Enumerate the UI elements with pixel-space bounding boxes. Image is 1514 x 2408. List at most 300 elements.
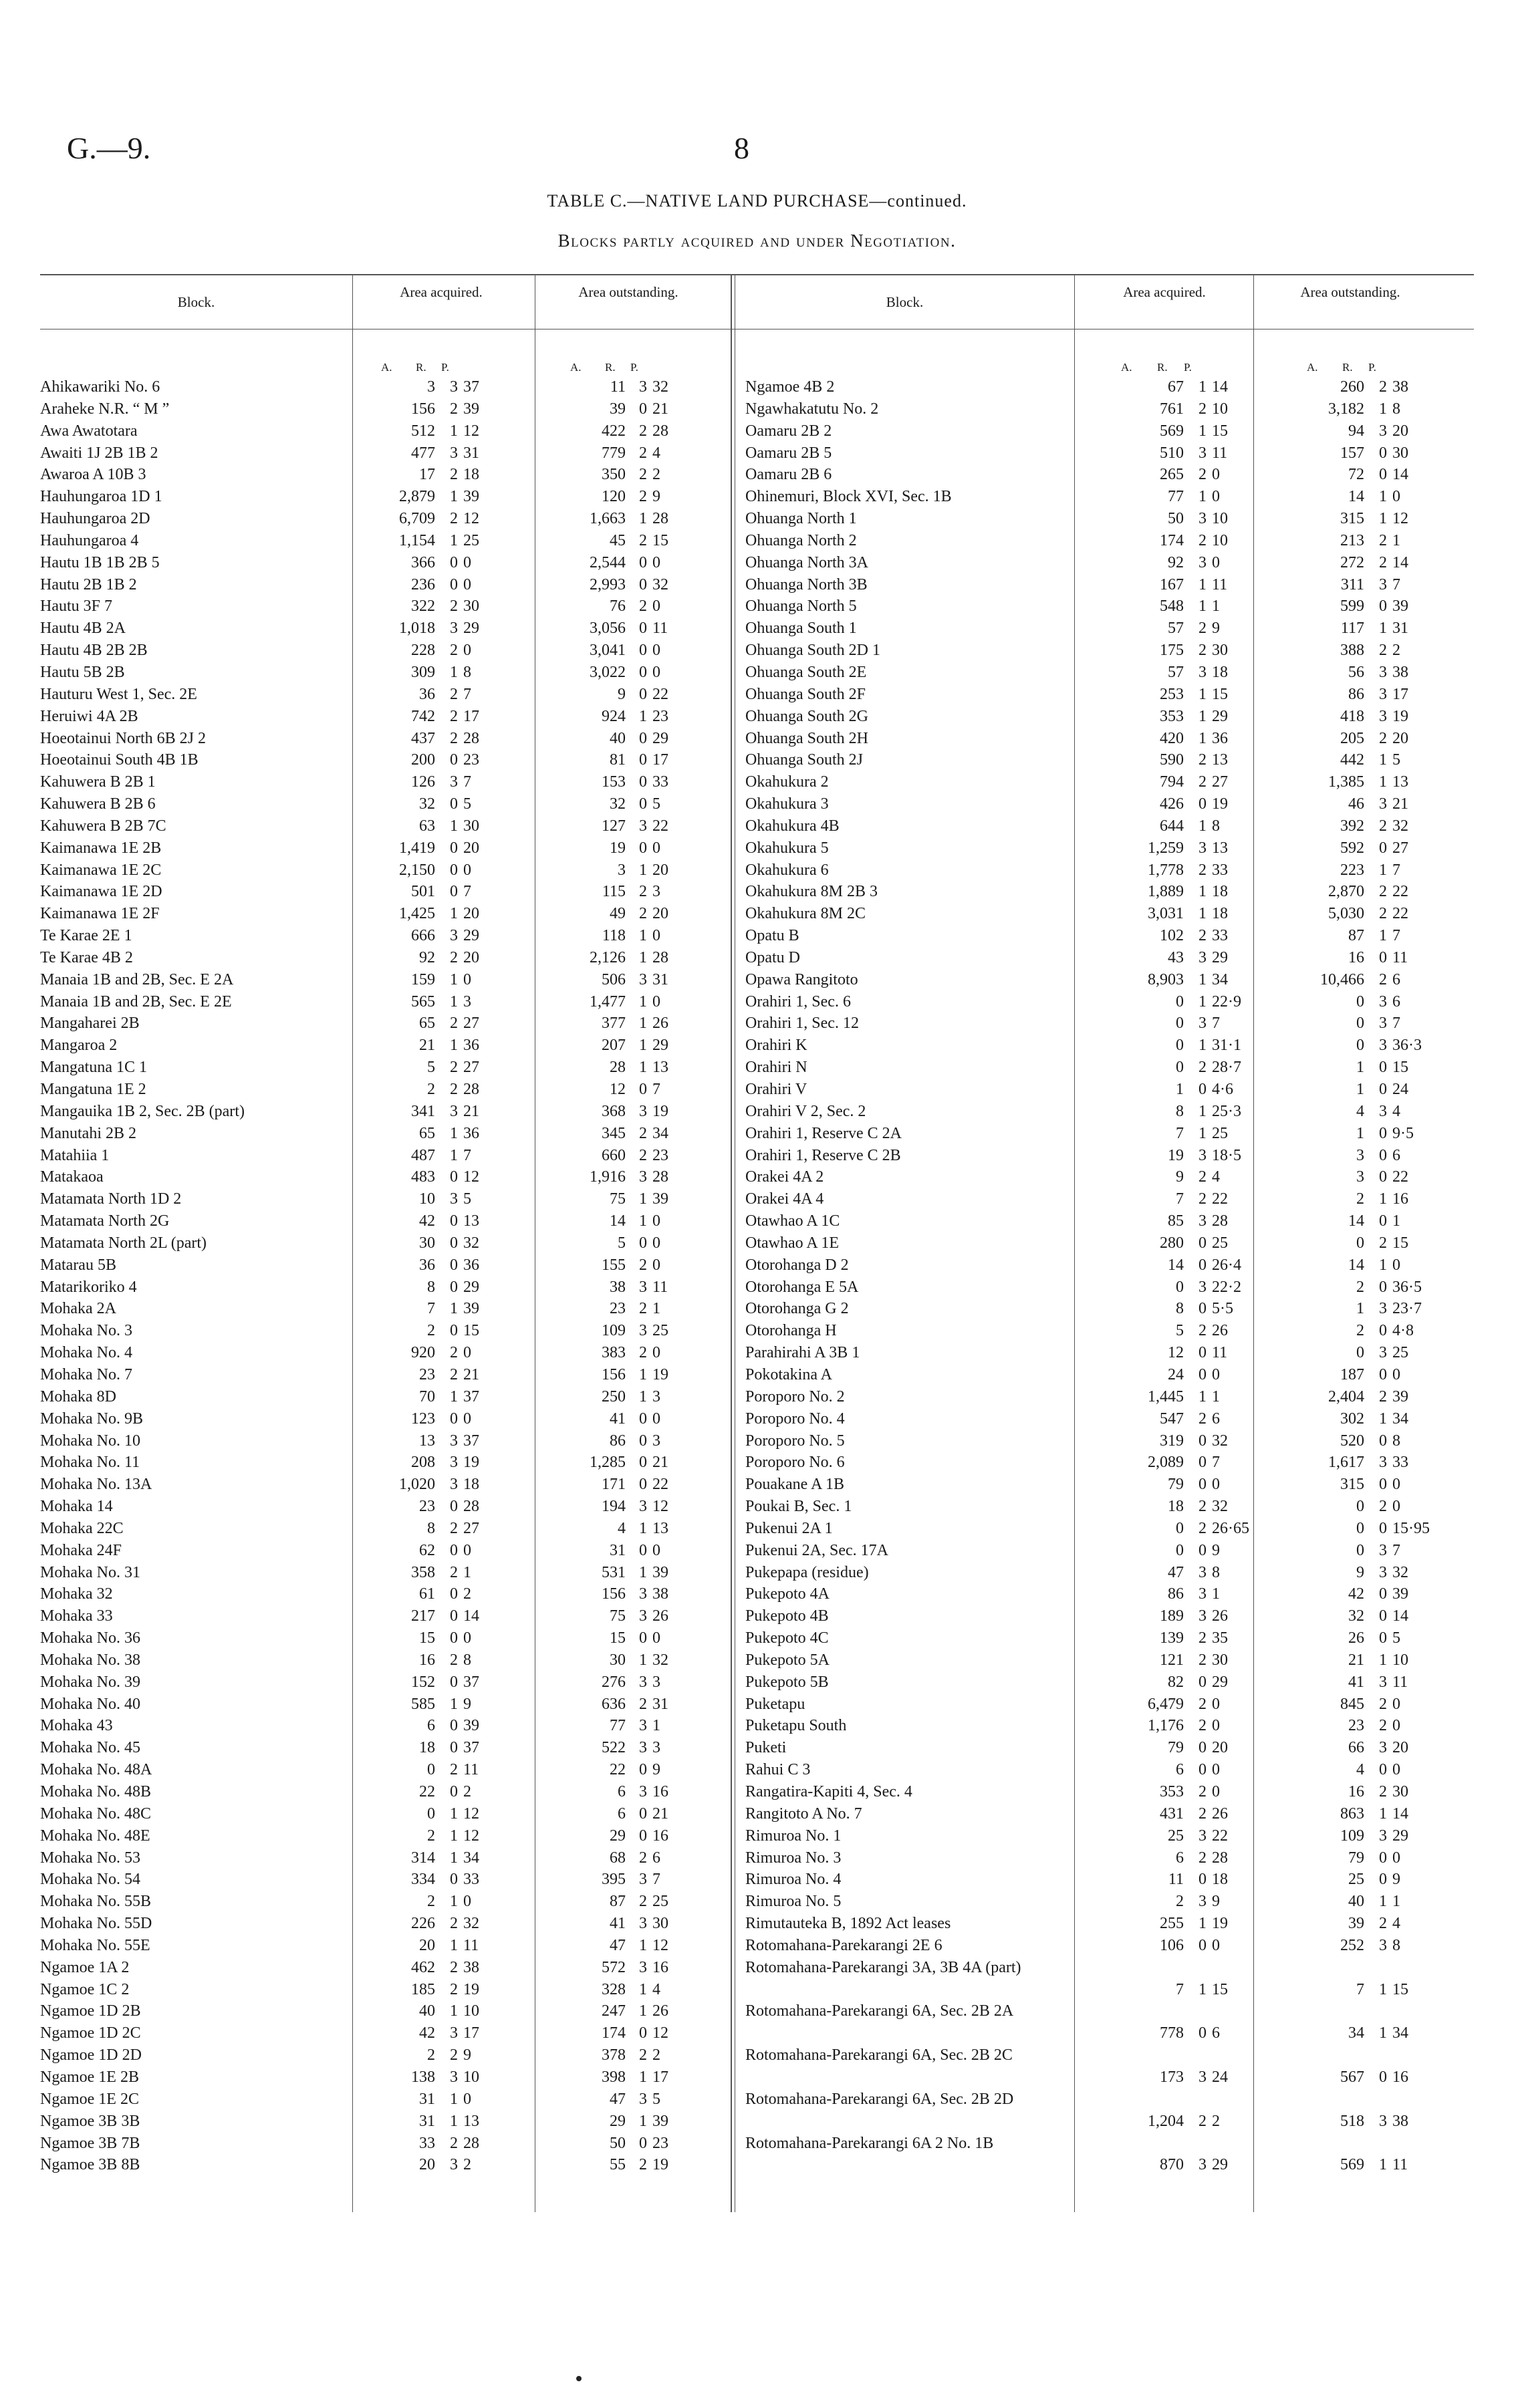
table-row — [745, 1013, 1481, 1035]
block-name: Hauhungaroa 4 — [40, 531, 139, 549]
block-name: Ohuanga South 2D 1 — [745, 642, 880, 660]
outstanding-roods: 0 — [1379, 1871, 1387, 1889]
outstanding-roods: 2 — [1379, 378, 1387, 396]
acquired-acres: 67 — [1168, 378, 1184, 396]
block-name: Oamaru 2B 6 — [745, 466, 832, 484]
outstanding-roods: 2 — [1379, 905, 1387, 923]
outstanding-acres: 156 — [602, 1585, 626, 1603]
acquired-perches: 35 — [1212, 1629, 1228, 1647]
acquired-roods: 3 — [450, 2068, 458, 2086]
outstanding-acres: 109 — [1340, 1827, 1364, 1845]
outstanding-acres: 76 — [610, 597, 626, 616]
outstanding-acres: 863 — [1340, 1804, 1364, 1823]
acquired-roods: 0 — [1198, 1344, 1207, 1362]
table-row — [40, 1101, 729, 1123]
block-name: Orahiri V — [745, 1081, 807, 1098]
block-name: Ngamoe 1D 2C — [40, 2024, 141, 2042]
block-name: Mohaka 32 — [40, 1585, 113, 1603]
acquired-perches: 3 — [463, 992, 471, 1011]
acquired-roods: 0 — [1198, 1936, 1207, 1954]
acquired-acres: 742 — [411, 707, 435, 725]
acquired-perches: 0 — [1212, 1936, 1220, 1954]
outstanding-acres: 39 — [610, 400, 626, 418]
outstanding-acres: 153 — [602, 773, 626, 791]
outstanding-acres: 599 — [1340, 597, 1364, 616]
outstanding-perches: 21 — [1392, 795, 1408, 813]
acquired-acres: 31 — [419, 2090, 435, 2108]
block-name: Ngamoe 1C 2 — [40, 1980, 130, 1998]
outstanding-acres: 10,466 — [1320, 970, 1364, 988]
outstanding-roods: 0 — [639, 839, 647, 857]
outstanding-perches: 5 — [1392, 751, 1400, 769]
outstanding-perches: 3 — [652, 1387, 660, 1406]
acquired-perches: 17 — [463, 2024, 479, 2042]
acquired-perches: 14 — [1212, 378, 1228, 396]
outstanding-roods: 0 — [639, 729, 647, 747]
acquired-roods: 2 — [450, 1081, 458, 1098]
outstanding-perches: 15 — [652, 531, 668, 549]
outstanding-roods: 1 — [639, 1651, 647, 1669]
outstanding-perches: 22 — [652, 685, 668, 703]
acquired-acres: 12 — [1168, 1344, 1184, 1362]
acquired-acres: 79 — [1168, 1476, 1184, 1494]
acquired-roods: 3 — [450, 2024, 458, 2042]
block-name: Hautu 4B 2A — [40, 620, 126, 638]
table-row — [745, 1101, 1481, 1123]
table-row — [745, 1277, 1481, 1299]
table-row — [40, 1979, 729, 2001]
outstanding-perches: 15 — [1392, 1234, 1408, 1252]
outstanding-perches: 17 — [1392, 685, 1408, 703]
acquired-roods: 2 — [1198, 531, 1207, 549]
acquired-perches: 5 — [463, 795, 471, 813]
acquired-roods: 2 — [1198, 2112, 1207, 2130]
block-name: Kahuwera B 2B 6 — [40, 795, 156, 813]
block-name: Hauhungaroa 1D 1 — [40, 488, 162, 506]
outstanding-perches: 2 — [652, 466, 660, 484]
outstanding-roods: 1 — [639, 948, 647, 966]
outstanding-roods: 3 — [639, 1498, 647, 1516]
acquired-perches: 0 — [463, 1893, 471, 1911]
acquired-acres: 666 — [411, 927, 435, 945]
block-name: Mohaka 33 — [40, 1607, 113, 1625]
outstanding-acres: 213 — [1340, 531, 1364, 549]
acquired-acres: 17 — [419, 466, 435, 484]
acquired-acres: 314 — [411, 1849, 435, 1867]
block-name: Matamata North 2G — [40, 1212, 170, 1230]
acquired-roods: 1 — [1198, 970, 1207, 988]
outstanding-perches: 29 — [652, 729, 668, 747]
acquired-acres: 62 — [419, 1541, 435, 1559]
acquired-perches: 25·3 — [1212, 1102, 1241, 1120]
outstanding-perches: 3 — [652, 883, 660, 901]
outstanding-roods: 0 — [639, 1432, 647, 1450]
block-name: Rimuroa No. 5 — [745, 1893, 842, 1911]
outstanding-acres: 5 — [618, 1234, 626, 1252]
acquired-roods: 1 — [1198, 488, 1207, 506]
block-name: Mangaharei 2B — [40, 1015, 140, 1033]
outstanding-roods: 1 — [1379, 1256, 1387, 1274]
acquired-roods: 0 — [1198, 1541, 1207, 1559]
outstanding-perches: 0 — [1392, 488, 1400, 506]
acquired-perches: 25 — [1212, 1234, 1228, 1252]
outstanding-roods: 3 — [1379, 1102, 1387, 1120]
outstanding-perches: 4·8 — [1392, 1322, 1414, 1340]
acquired-perches: 28 — [463, 1498, 479, 1516]
right-table-body — [745, 376, 1481, 2176]
outstanding-acres: 383 — [602, 1344, 626, 1362]
unit-perches: P. — [630, 361, 638, 374]
acquired-roods: 3 — [450, 378, 458, 396]
block-name: Pukepoto 4C — [745, 1629, 829, 1647]
outstanding-roods: 0 — [639, 1234, 647, 1252]
outstanding-perches: 39 — [652, 1563, 668, 1581]
outstanding-acres: 16 — [1348, 1783, 1364, 1800]
outstanding-roods: 3 — [639, 1673, 647, 1691]
outstanding-perches: 31 — [652, 970, 668, 988]
acquired-acres: 2 — [427, 1081, 435, 1098]
table-row — [40, 793, 729, 815]
outstanding-roods: 0 — [1379, 1278, 1387, 1296]
table-row — [745, 1035, 1481, 1057]
acquired-acres: 42 — [419, 2024, 435, 2042]
page-mark — [576, 2376, 582, 2381]
table-row — [745, 2133, 1481, 2177]
table-row — [40, 1145, 729, 1167]
table-row — [40, 1408, 729, 1430]
outstanding-roods: 0 — [1379, 1322, 1387, 1340]
outstanding-acres: 21 — [1348, 1651, 1364, 1669]
outstanding-roods: 0 — [639, 400, 647, 418]
acquired-roods: 3 — [1198, 1585, 1207, 1603]
outstanding-perches: 0 — [652, 1234, 660, 1252]
block-name: Oamaru 2B 2 — [745, 422, 832, 440]
acquired-acres: 487 — [411, 1146, 435, 1164]
outstanding-roods: 1 — [1379, 1651, 1387, 1669]
unit-perches: P. — [1368, 361, 1376, 374]
acquired-roods: 0 — [1198, 795, 1207, 813]
block-name: Otorohanga D 2 — [745, 1256, 849, 1274]
acquired-perches: 0 — [463, 970, 471, 988]
acquired-roods: 2 — [1198, 642, 1207, 660]
acquired-perches: 26·65 — [1212, 1519, 1249, 1537]
outstanding-perches: 8 — [1392, 1432, 1400, 1450]
outstanding-acres: 2,126 — [590, 948, 626, 966]
outstanding-perches: 16 — [652, 1783, 668, 1800]
acquired-acres: 341 — [411, 1102, 435, 1120]
acquired-perches: 1 — [1212, 1585, 1220, 1603]
outstanding-roods: 2 — [639, 597, 647, 616]
outstanding-roods: 2 — [1379, 729, 1387, 747]
outstanding-perches: 4 — [1392, 1102, 1400, 1120]
acquired-perches: 27 — [1212, 773, 1228, 791]
outstanding-acres: 118 — [602, 927, 626, 945]
table-row — [40, 376, 729, 398]
acquired-acres: 189 — [1160, 1607, 1184, 1625]
outstanding-acres: 378 — [602, 2046, 626, 2064]
outstanding-roods: 1 — [639, 2068, 647, 2086]
outstanding-acres: 9 — [1356, 1563, 1364, 1581]
acquired-perches: 29 — [1212, 948, 1228, 966]
acquired-roods: 1 — [450, 1387, 458, 1406]
acquired-acres: 761 — [1160, 400, 1184, 418]
acquired-roods: 1 — [1198, 597, 1207, 616]
acquired-perches: 30 — [1212, 1651, 1228, 1669]
outstanding-perches: 3 — [652, 1673, 660, 1691]
acquired-roods: 3 — [1198, 1146, 1207, 1164]
table-row — [745, 1649, 1481, 1671]
acquired-perches: 33 — [1212, 861, 1228, 879]
outstanding-acres: 1 — [1356, 1300, 1364, 1318]
outstanding-roods: 1 — [639, 1519, 647, 1537]
block-name: Ohuanga South 1 — [745, 620, 857, 638]
outstanding-roods: 3 — [1379, 685, 1387, 703]
acquired-perches: 19 — [1212, 795, 1228, 813]
acquired-perches: 8 — [1212, 1563, 1220, 1581]
table-row — [745, 1188, 1481, 1210]
acquired-acres: 6,479 — [1148, 1695, 1184, 1713]
acquired-acres: 8 — [1176, 1300, 1184, 1318]
outstanding-perches: 7 — [652, 1081, 660, 1098]
table-row — [745, 1232, 1481, 1254]
acquired-acres: 1,889 — [1148, 883, 1184, 901]
outstanding-perches: 30 — [1392, 444, 1408, 462]
outstanding-perches: 2 — [652, 2046, 660, 2064]
acquired-roods: 0 — [450, 1673, 458, 1691]
acquired-perches: 9 — [1212, 1541, 1220, 1559]
outstanding-acres: 2 — [1356, 1278, 1364, 1296]
block-name: Ngamoe 1D 2D — [40, 2046, 142, 2064]
outstanding-acres: 3,056 — [590, 620, 626, 638]
outstanding-acres: 506 — [602, 970, 626, 988]
acquired-acres: 106 — [1160, 1936, 1184, 1954]
table-row — [40, 1781, 729, 1803]
acquired-acres: 6 — [1176, 1761, 1184, 1779]
acquired-perches: 29 — [463, 620, 479, 638]
acquired-perches: 36 — [1212, 729, 1228, 747]
table-row — [40, 991, 729, 1013]
table-row — [40, 1364, 729, 1386]
outstanding-perches: 22 — [1392, 883, 1408, 901]
acquired-perches: 0 — [1212, 466, 1220, 484]
outstanding-roods: 3 — [639, 1585, 647, 1603]
table-row — [40, 1123, 729, 1145]
block-name: Mohaka No. 36 — [40, 1629, 140, 1647]
outstanding-perches: 39 — [1392, 1387, 1408, 1406]
acquired-perches: 0 — [463, 2090, 471, 2108]
block-name: Araheke N.R. “ M ” — [40, 400, 170, 418]
acquired-column-header: Area acquired. — [1123, 284, 1206, 300]
acquired-perches: 1 — [1212, 1387, 1220, 1406]
block-name: Opatu D — [745, 948, 800, 966]
outstanding-perches: 4 — [1392, 1915, 1400, 1933]
acquired-roods: 0 — [450, 839, 458, 857]
outstanding-perches: 31 — [652, 1695, 668, 1713]
table-row — [745, 1430, 1481, 1452]
acquired-acres: 483 — [411, 1168, 435, 1186]
outstanding-perches: 38 — [1392, 663, 1408, 681]
outstanding-perches: 25 — [652, 1893, 668, 1911]
outstanding-roods: 3 — [1379, 1344, 1387, 1362]
outstanding-perches: 28 — [652, 1168, 668, 1186]
table-row — [40, 1232, 729, 1254]
block-name: Pouakane A 1B — [745, 1476, 844, 1494]
outstanding-acres: 592 — [1340, 839, 1364, 857]
acquired-perches: 18 — [1212, 883, 1228, 901]
outstanding-acres: 94 — [1348, 422, 1364, 440]
acquired-roods: 0 — [450, 1234, 458, 1252]
block-name: Pukepoto 4A — [745, 1585, 830, 1603]
block-name: Oamaru 2B 5 — [745, 444, 832, 462]
acquired-perches: 36 — [463, 1124, 479, 1142]
acquired-acres: 8 — [427, 1519, 435, 1537]
acquired-roods: 0 — [1198, 1365, 1207, 1383]
acquired-roods: 1 — [1198, 378, 1207, 396]
outstanding-perches: 0 — [1392, 1256, 1400, 1274]
acquired-roods: 0 — [450, 1717, 458, 1735]
unit-acres: A. — [381, 361, 392, 374]
outstanding-roods: 2 — [639, 1146, 647, 1164]
acquired-acres: 5 — [427, 1059, 435, 1077]
acquired-roods: 0 — [450, 883, 458, 901]
outstanding-acres: 1 — [1356, 1124, 1364, 1142]
block-name: Mohaka No. 9B — [40, 1410, 143, 1428]
acquired-perches: 15 — [1212, 422, 1228, 440]
outstanding-perches: 22 — [1392, 1168, 1408, 1186]
block-name: Ohuanga North 3A — [745, 553, 868, 571]
table-row — [40, 1540, 729, 1562]
acquired-perches: 39 — [463, 1300, 479, 1318]
block-name: Hautu 5B 2B — [40, 663, 125, 681]
block-name: Rotomahana-Parekarangi 6A, Sec. 2B 2A — [745, 2002, 1014, 2020]
outstanding-perches: 13 — [652, 1519, 668, 1537]
outstanding-roods: 0 — [1379, 1212, 1387, 1230]
acquired-roods: 2 — [1198, 1498, 1207, 1516]
acquired-roods: 0 — [1198, 1454, 1207, 1472]
block-name: Mohaka No. 53 — [40, 1849, 140, 1867]
table-row — [40, 1825, 729, 1847]
outstanding-acres: 0 — [1356, 1015, 1364, 1033]
acquired-acres: 0 — [1176, 992, 1184, 1011]
outstanding-roods: 1 — [639, 1212, 647, 1230]
acquired-roods: 1 — [1198, 1387, 1207, 1406]
acquired-perches: 39 — [463, 488, 479, 506]
outstanding-perches: 7 — [1392, 927, 1400, 945]
table-row — [745, 706, 1481, 728]
block-name: Manaia 1B and 2B, Sec. E 2E — [40, 992, 232, 1011]
block-column-header: Block. — [177, 294, 215, 310]
acquired-acres: 200 — [411, 751, 435, 769]
outstanding-perches: 21 — [652, 1804, 668, 1823]
acquired-perches: 0 — [463, 1629, 471, 1647]
outstanding-roods: 3 — [639, 1168, 647, 1186]
outstanding-acres: 28 — [610, 1059, 626, 1077]
outstanding-perches: 15·95 — [1392, 1519, 1430, 1537]
outstanding-acres: 68 — [610, 1849, 626, 1867]
table-row — [40, 1649, 729, 1671]
outstanding-acres: 1,617 — [1328, 1454, 1364, 1472]
acquired-perches: 0 — [1212, 1783, 1220, 1800]
outstanding-acres: 171 — [602, 1476, 626, 1494]
acquired-acres: 50 — [1168, 510, 1184, 528]
acquired-acres: 778 — [1160, 2024, 1184, 2042]
block-name: Orahiri 1, Reserve C 2B — [745, 1146, 901, 1164]
acquired-acres: 61 — [419, 1585, 435, 1603]
table-row — [40, 837, 729, 859]
outstanding-acres: 5,030 — [1328, 905, 1364, 923]
outstanding-perches: 16 — [652, 1827, 668, 1845]
acquired-acres: 185 — [411, 1980, 435, 1998]
outstanding-perches: 14 — [1392, 466, 1408, 484]
acquired-perches: 25 — [1212, 1124, 1228, 1142]
outstanding-roods: 3 — [639, 1871, 647, 1889]
outstanding-acres: 66 — [1348, 1739, 1364, 1757]
table-row — [40, 1452, 729, 1474]
table-row — [40, 947, 729, 969]
acquired-roods: 2 — [450, 1958, 458, 1976]
acquired-roods: 1 — [450, 1300, 458, 1318]
outstanding-roods: 2 — [1379, 531, 1387, 549]
outstanding-acres: 392 — [1340, 817, 1364, 835]
acquired-acres: 25 — [1168, 1827, 1184, 1845]
acquired-acres: 437 — [411, 729, 435, 747]
outstanding-roods: 0 — [639, 1476, 647, 1494]
acquired-acres: 477 — [411, 444, 435, 462]
outstanding-perches: 2 — [1392, 642, 1400, 660]
outstanding-roods: 3 — [639, 970, 647, 988]
block-name: Mohaka No. 48E — [40, 1827, 150, 1845]
outstanding-acres: 72 — [1348, 466, 1364, 484]
block-name: Otawhao A 1C — [745, 1212, 840, 1230]
outstanding-perches: 0 — [652, 1629, 660, 1647]
acquired-perches: 37 — [463, 1673, 479, 1691]
table-row — [40, 1013, 729, 1035]
outstanding-roods: 0 — [1379, 1629, 1387, 1647]
block-name: Ngamoe 1A 2 — [40, 1958, 130, 1976]
acquired-roods: 0 — [450, 1212, 458, 1230]
acquired-acres: 431 — [1160, 1804, 1184, 1823]
acquired-perches: 11 — [463, 1936, 479, 1954]
outstanding-roods: 2 — [639, 531, 647, 549]
outstanding-perches: 26 — [652, 1015, 668, 1033]
acquired-acres: 280 — [1160, 1234, 1184, 1252]
table-row — [40, 1254, 729, 1277]
acquired-acres: 0 — [427, 1804, 435, 1823]
outstanding-perches: 8 — [1392, 1936, 1400, 1954]
table-row — [40, 1759, 729, 1781]
outstanding-perches: 39 — [1392, 597, 1408, 616]
table-row — [745, 574, 1481, 596]
outstanding-acres: 14 — [1348, 488, 1364, 506]
table-row — [40, 2154, 729, 2176]
outstanding-perches: 4 — [652, 1980, 660, 1998]
outstanding-roods: 0 — [1379, 1607, 1387, 1625]
acquired-roods: 3 — [450, 1454, 458, 1472]
outstanding-acres: 16 — [1348, 948, 1364, 966]
outstanding-perches: 7 — [652, 1871, 660, 1889]
block-name: Okahukura 6 — [745, 861, 829, 879]
outstanding-roods: 1 — [639, 2112, 647, 2130]
acquired-acres: 1,204 — [1148, 2112, 1184, 2130]
outstanding-perches: 39 — [652, 1190, 668, 1208]
acquired-roods: 1 — [1198, 729, 1207, 747]
outstanding-acres: 6 — [618, 1804, 626, 1823]
block-name: Mangatuna 1E 2 — [40, 1081, 146, 1098]
block-name: Rimuroa No. 4 — [745, 1871, 842, 1889]
block-name: Poroporo No. 4 — [745, 1410, 845, 1428]
block-name: Mohaka No. 45 — [40, 1739, 140, 1757]
acquired-acres: 18 — [419, 1739, 435, 1757]
